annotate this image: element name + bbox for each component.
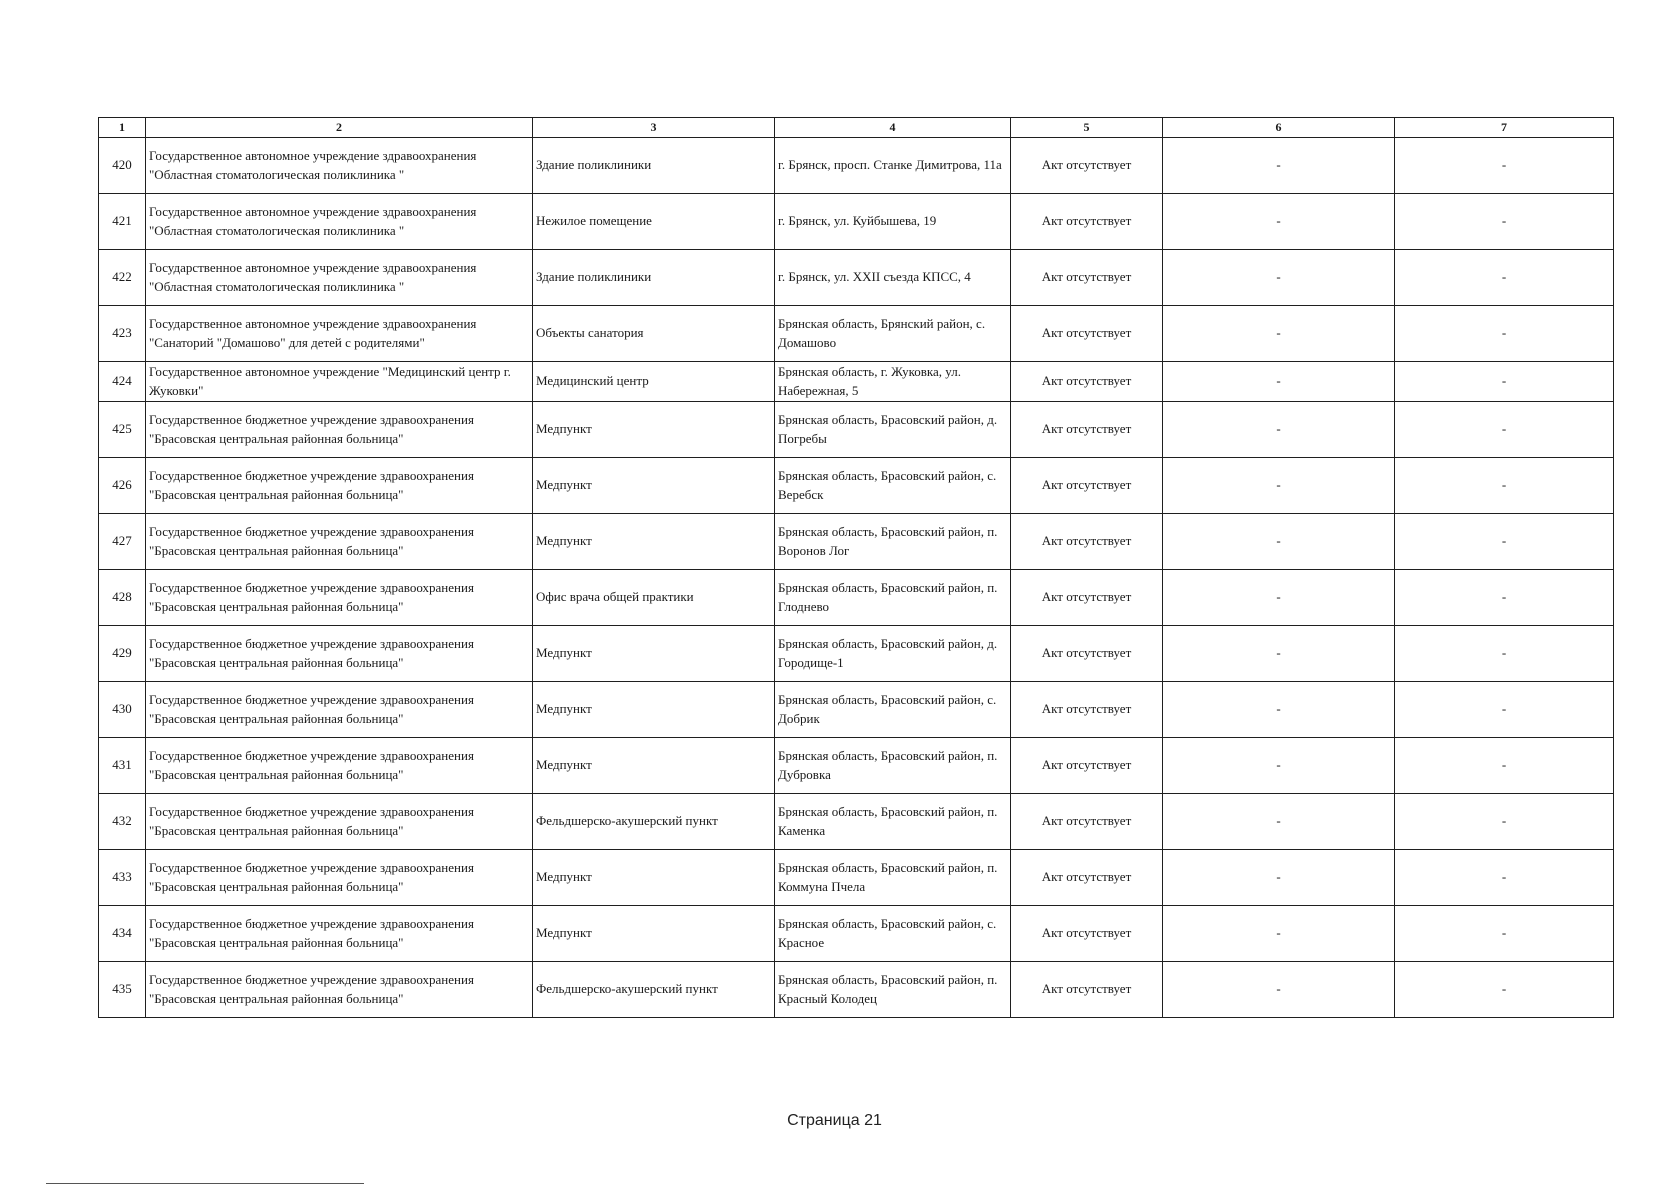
object-cell: Фельдшерско-акушерский пункт — [533, 794, 775, 850]
object-cell: Медпункт — [533, 850, 775, 906]
act-status-cell: Акт отсутствует — [1011, 402, 1163, 458]
object-cell: Здание поликлиники — [533, 138, 775, 194]
table-row — [99, 962, 1614, 1018]
column-6-cell: - — [1163, 906, 1395, 962]
row-number-cell: 431 — [99, 738, 146, 794]
address-cell: г. Брянск, ул. XXII съезда КПСС, 4 — [775, 250, 1011, 306]
row-number-cell: 420 — [99, 138, 146, 194]
act-status-cell: Акт отсутствует — [1011, 570, 1163, 626]
column-6-cell: - — [1163, 250, 1395, 306]
column-6-cell: - — [1163, 682, 1395, 738]
column-7-cell: - — [1395, 514, 1614, 570]
column-7-cell: - — [1395, 458, 1614, 514]
table-row — [99, 514, 1614, 570]
row-number-cell: 423 — [99, 306, 146, 362]
header-row — [99, 118, 1614, 138]
organization-cell: Государственное бюджетное учреждение здравоохранения "Брасовская центральная районная больница" — [146, 402, 533, 458]
object-cell: Офис врача общей практики — [533, 570, 775, 626]
column-7-cell: - — [1395, 794, 1614, 850]
organization-cell: Государственное бюджетное учреждение здравоохранения "Брасовская центральная районная больница" — [146, 626, 533, 682]
table-row — [99, 794, 1614, 850]
organization-cell: Государственное бюджетное учреждение здравоохранения "Брасовская центральная районная больница" — [146, 962, 533, 1018]
organization-cell: Государственное бюджетное учреждение здравоохранения "Брасовская центральная районная больница" — [146, 738, 533, 794]
row-number-cell: 435 — [99, 962, 146, 1018]
table-row — [99, 682, 1614, 738]
column-6-cell: - — [1163, 458, 1395, 514]
column-6-cell: - — [1163, 306, 1395, 362]
object-cell: Объекты санатория — [533, 306, 775, 362]
object-cell: Медпункт — [533, 402, 775, 458]
address-cell: Брянская область, Брасовский район, с. Веребск — [775, 458, 1011, 514]
table-row — [99, 402, 1614, 458]
row-number-cell: 427 — [99, 514, 146, 570]
act-status-cell: Акт отсутствует — [1011, 738, 1163, 794]
row-number-cell: 433 — [99, 850, 146, 906]
column-7-cell: - — [1395, 250, 1614, 306]
organization-cell: Государственное автономное учреждение здравоохранения "Санаторий "Домашово" для детей с родителями" — [146, 306, 533, 362]
column-7-cell: - — [1395, 682, 1614, 738]
table-row — [99, 850, 1614, 906]
column-7-cell: - — [1395, 906, 1614, 962]
address-cell: Брянская область, Брасовский район, с. Добрик — [775, 682, 1011, 738]
organization-cell: Государственное бюджетное учреждение здравоохранения "Брасовская центральная районная больница" — [146, 850, 533, 906]
column-header-1: 1 — [99, 118, 146, 138]
column-header-5: 5 — [1011, 118, 1163, 138]
page-number: Страница 21 — [787, 1112, 882, 1129]
column-6-cell: - — [1163, 514, 1395, 570]
object-cell: Медпункт — [533, 738, 775, 794]
organization-cell: Государственное автономное учреждение "Медицинский центр г. Жуковки" — [146, 362, 533, 402]
column-6-cell: - — [1163, 402, 1395, 458]
table-row — [99, 626, 1614, 682]
row-number-cell: 426 — [99, 458, 146, 514]
act-status-cell: Акт отсутствует — [1011, 626, 1163, 682]
footnote-divider — [46, 1183, 364, 1184]
act-status-cell: Акт отсутствует — [1011, 458, 1163, 514]
address-cell: Брянская область, Брасовский район, с. Красное — [775, 906, 1011, 962]
act-status-cell: Акт отсутствует — [1011, 250, 1163, 306]
column-7-cell: - — [1395, 962, 1614, 1018]
column-6-cell: - — [1163, 794, 1395, 850]
address-cell: г. Брянск, ул. Куйбышева, 19 — [775, 194, 1011, 250]
column-7-cell: - — [1395, 402, 1614, 458]
act-status-cell: Акт отсутствует — [1011, 362, 1163, 402]
column-6-cell: - — [1163, 138, 1395, 194]
table-row — [99, 306, 1614, 362]
object-cell: Медпункт — [533, 626, 775, 682]
act-status-cell: Акт отсутствует — [1011, 194, 1163, 250]
row-number-cell: 432 — [99, 794, 146, 850]
address-cell: Брянская область, Брасовский район, п. Дубровка — [775, 738, 1011, 794]
address-cell: Брянская область, Брасовский район, п. Каменка — [775, 794, 1011, 850]
address-cell: Брянская область, Брасовский район, д. Городище-1 — [775, 626, 1011, 682]
row-number-cell: 428 — [99, 570, 146, 626]
row-number-cell: 424 — [99, 362, 146, 402]
table-row — [99, 250, 1614, 306]
object-cell: Фельдшерско-акушерский пункт — [533, 962, 775, 1018]
row-number-cell: 430 — [99, 682, 146, 738]
organization-cell: Государственное бюджетное учреждение здравоохранения "Брасовская центральная районная больница" — [146, 682, 533, 738]
table-row — [99, 138, 1614, 194]
act-status-cell: Акт отсутствует — [1011, 850, 1163, 906]
object-cell: Медицинский центр — [533, 362, 775, 402]
act-status-cell: Акт отсутствует — [1011, 306, 1163, 362]
row-number-cell: 421 — [99, 194, 146, 250]
object-cell: Здание поликлиники — [533, 250, 775, 306]
column-7-cell: - — [1395, 306, 1614, 362]
column-7-cell: - — [1395, 570, 1614, 626]
organization-cell: Государственное бюджетное учреждение здравоохранения "Брасовская центральная районная больница" — [146, 458, 533, 514]
act-status-cell: Акт отсутствует — [1011, 906, 1163, 962]
object-cell: Медпункт — [533, 682, 775, 738]
column-header-4: 4 — [775, 118, 1011, 138]
table-row — [99, 570, 1614, 626]
object-cell: Нежилое помещение — [533, 194, 775, 250]
object-cell: Медпункт — [533, 458, 775, 514]
column-header-7: 7 — [1395, 118, 1614, 138]
column-7-cell: - — [1395, 738, 1614, 794]
organization-cell: Государственное бюджетное учреждение здравоохранения "Брасовская центральная районная больница" — [146, 794, 533, 850]
object-cell: Медпункт — [533, 514, 775, 570]
column-header-2: 2 — [146, 118, 533, 138]
registry-table — [98, 117, 1614, 1018]
organization-cell: Государственное автономное учреждение здравоохранения "Областная стоматологическая поликлиника " — [146, 194, 533, 250]
column-header-3: 3 — [533, 118, 775, 138]
address-cell: Брянская область, Брасовский район, п. Воронов Лог — [775, 514, 1011, 570]
table-row — [99, 362, 1614, 402]
organization-cell: Государственное бюджетное учреждение здравоохранения "Брасовская центральная районная больница" — [146, 906, 533, 962]
table-row — [99, 906, 1614, 962]
table-row — [99, 194, 1614, 250]
organization-cell: Государственное автономное учреждение здравоохранения "Областная стоматологическая поликлиника " — [146, 250, 533, 306]
act-status-cell: Акт отсутствует — [1011, 514, 1163, 570]
column-6-cell: - — [1163, 626, 1395, 682]
address-cell: Брянская область, Брасовский район, п. Коммуна Пчела — [775, 850, 1011, 906]
address-cell: г. Брянск, просп. Станке Димитрова, 11а — [775, 138, 1011, 194]
address-cell: Брянская область, г. Жуковка, ул. Набережная, 5 — [775, 362, 1011, 402]
organization-cell: Государственное бюджетное учреждение здравоохранения "Брасовская центральная районная больница" — [146, 570, 533, 626]
column-6-cell: - — [1163, 362, 1395, 402]
table-row — [99, 738, 1614, 794]
column-7-cell: - — [1395, 362, 1614, 402]
object-cell: Медпункт — [533, 906, 775, 962]
column-7-cell: - — [1395, 138, 1614, 194]
address-cell: Брянская область, Брянский район, с. Домашово — [775, 306, 1011, 362]
column-6-cell: - — [1163, 850, 1395, 906]
column-7-cell: - — [1395, 850, 1614, 906]
row-number-cell: 422 — [99, 250, 146, 306]
column-7-cell: - — [1395, 626, 1614, 682]
column-header-6: 6 — [1163, 118, 1395, 138]
organization-cell: Государственное автономное учреждение здравоохранения "Областная стоматологическая поликлиника " — [146, 138, 533, 194]
act-status-cell: Акт отсутствует — [1011, 138, 1163, 194]
table-row — [99, 458, 1614, 514]
address-cell: Брянская область, Брасовский район, д. Погребы — [775, 402, 1011, 458]
column-7-cell: - — [1395, 194, 1614, 250]
row-number-cell: 425 — [99, 402, 146, 458]
act-status-cell: Акт отсутствует — [1011, 962, 1163, 1018]
row-number-cell: 429 — [99, 626, 146, 682]
column-6-cell: - — [1163, 962, 1395, 1018]
column-6-cell: - — [1163, 570, 1395, 626]
column-6-cell: - — [1163, 194, 1395, 250]
address-cell: Брянская область, Брасовский район, п. Глоднево — [775, 570, 1011, 626]
act-status-cell: Акт отсутствует — [1011, 682, 1163, 738]
row-number-cell: 434 — [99, 906, 146, 962]
organization-cell: Государственное бюджетное учреждение здравоохранения "Брасовская центральная районная больница" — [146, 514, 533, 570]
act-status-cell: Акт отсутствует — [1011, 794, 1163, 850]
column-6-cell: - — [1163, 738, 1395, 794]
address-cell: Брянская область, Брасовский район, п. Красный Колодец — [775, 962, 1011, 1018]
